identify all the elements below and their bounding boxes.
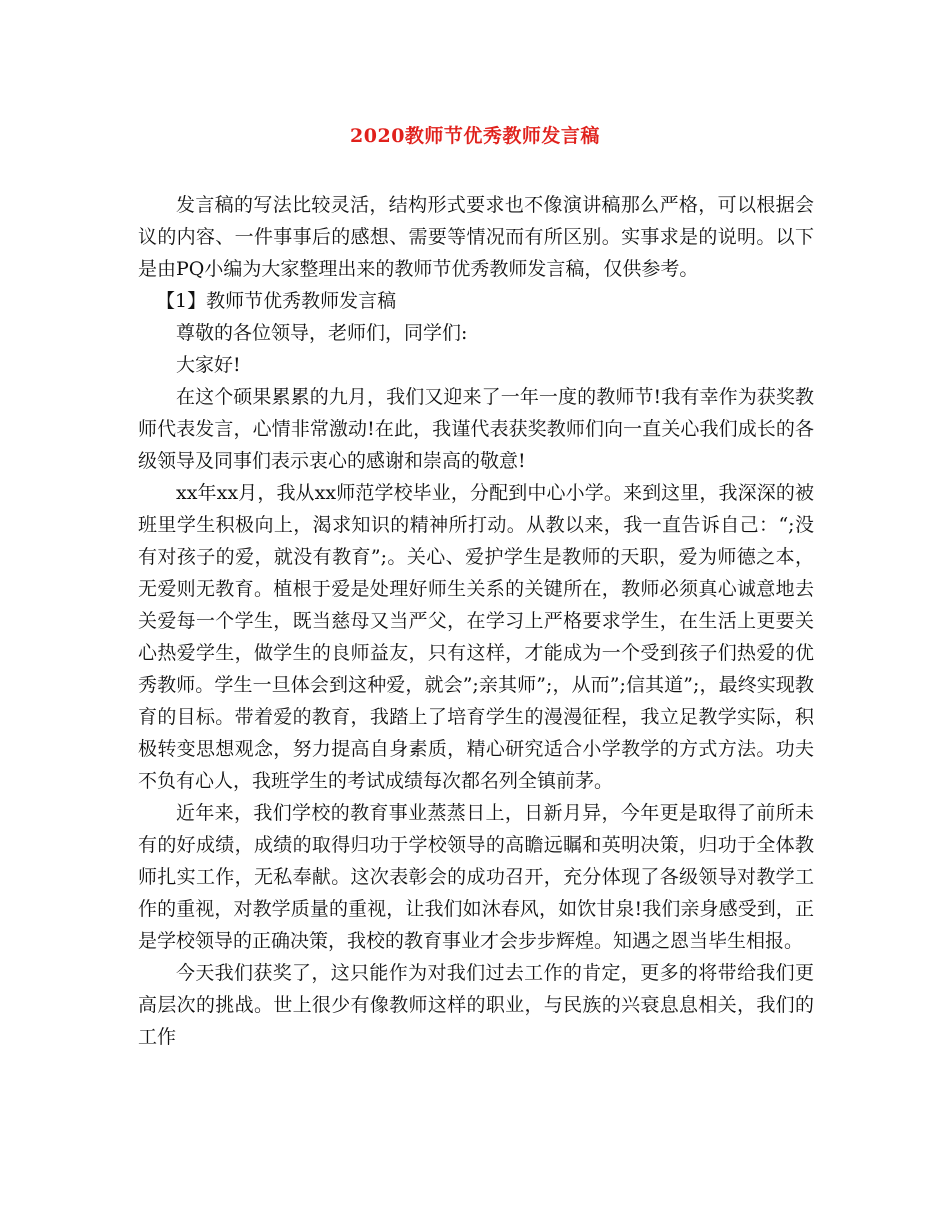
body-paragraph: xx年xx月，我从xx师范学校毕业，分配到中心小学。来到这里，我深深的被班里学生积极向上，渴求知识的精神所打动。从教以来，我一直告诉自己：“;没有对孩子的爱，就没有教育”;。关心、爱护学生是教师的天职，爱为师德之本，无爱则无教育。植根于爱是处理好师生关系的关键所在，教师必须真心诚意地去关爱每一个学生，既当慈母又当严父，在学习上严格要求学生，在生活上更要关心热爱学生，做学生的良师益友，只有这样，才能成为一个受到孩子们热爱的优秀教师。学生一旦体会到这种爱，就会”;亲其师”;，从而”;信其道”;，最终实现教育的目标。带着爱的教育，我踏上了培育学生的漫漫征程，我立足教学实际，积极转变思想观念，努力提高自身素质，精心研究适合小学教学的方式方法。功夫不负有心人，我班学生的考试成绩每次都名列全镇前茅。	[138, 482, 814, 792]
body-paragraph: 在这个硕果累累的九月，我们又迎来了一年一度的教师节!我有幸作为获奖教师代表发言，心情非常激动!在此，我谨代表获奖教师们向一直关心我们成长的各级领导及同事们表示衷心的感谢和崇高的敬意!	[138, 386, 814, 472]
section-heading: 【1】教师节优秀教师发言稿	[156, 290, 397, 312]
document-title: 2020教师节优秀教师发言稿	[350, 125, 600, 147]
body-paragraph: 今天我们获奖了，这只能作为对我们过去工作的肯定，更多的将带给我们更高层次的挑战。世上很少有像教师这样的职业，与民族的兴衰息息相关，我们的工作	[138, 962, 814, 1048]
document-body	[138, 189, 814, 1053]
body-paragraph: 近年来，我们学校的教育事业蒸蒸日上，日新月异，今年更是取得了前所未有的好成绩，成绩的取得归功于学校领导的高瞻远瞩和英明决策，归功于全体教师扎实工作，无私奉献。这次表彰会的成功召开，充分体现了各级领导对教学工作的重视，对教学质量的重视，让我们如沐春风，如饮甘泉!我们亲身感受到，正是学校领导的正确决策，我校的教育事业才会步步辉煌。知遇之恩当毕生相报。	[138, 802, 814, 952]
intro-paragraph: 发言稿的写法比较灵活，结构形式要求也不像演讲稿那么严格，可以根据会议的内容、一件事事后的感想、需要等情况而有所区别。实事求是的说明。以下是由PQ小编为大家整理出来的教师节优秀教师发言稿，仅供参考。	[138, 194, 814, 280]
salutation: 尊敬的各位领导，老师们，同学们:	[176, 322, 468, 344]
greeting: 大家好!	[176, 354, 241, 376]
